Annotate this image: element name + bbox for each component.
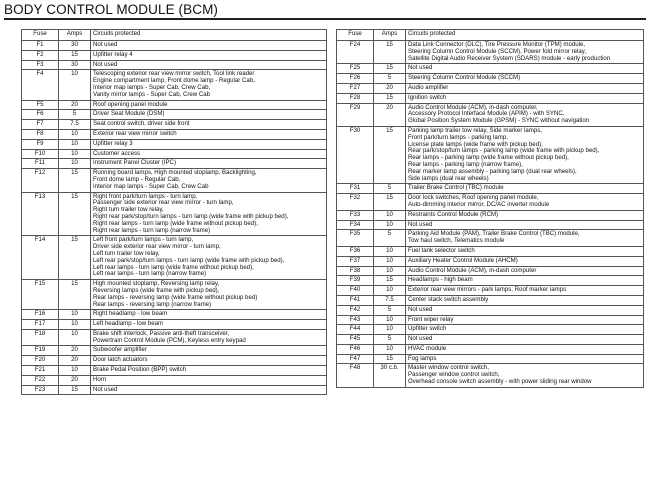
fuse-amps: 15	[59, 192, 91, 236]
fuse-amps: 10	[59, 366, 91, 376]
table-row	[337, 93, 644, 103]
circuit-line: Left front park/turn lamps - turn lamp,	[93, 236, 194, 244]
table-row	[22, 346, 327, 356]
table-row	[22, 280, 327, 310]
fuse-number: F36	[337, 246, 374, 256]
table-row	[337, 335, 644, 345]
circuit-line: Exterior rear view mirrors - park lamps, Roof marker lamps	[408, 286, 567, 294]
fuse-number: F40	[337, 286, 374, 296]
circuits-protected	[91, 385, 327, 395]
fuse-number: F37	[337, 256, 374, 266]
circuits-protected	[406, 335, 644, 345]
fuse-number: F8	[22, 129, 59, 139]
circuits-protected	[406, 41, 644, 64]
circuit-line: Ignition switch	[408, 93, 447, 101]
circuits-protected	[406, 256, 644, 266]
circuit-line: Driver Seat Module (DSM)	[93, 110, 165, 118]
fuse-number: F11	[22, 159, 59, 169]
table-header-row	[337, 30, 644, 41]
fuse-amps: 5	[374, 74, 406, 84]
circuit-line: Not used	[93, 60, 118, 68]
circuit-line: Running board lamps, High mounted stoplamp, Backlighting,	[93, 169, 257, 177]
circuit-line: Not used	[408, 305, 433, 313]
table-row	[22, 356, 327, 366]
circuits-protected	[406, 286, 644, 296]
circuits-protected	[406, 315, 644, 325]
circuit-line: Door lock switches, Roof opening panel module,	[408, 194, 539, 202]
circuits-protected	[91, 366, 327, 376]
circuits-protected	[91, 139, 327, 149]
circuit-line: Accessory Protocol Interface Module (APIM) - with SYNC,	[408, 110, 565, 118]
circuits-protected	[91, 70, 327, 100]
circuit-line: Auxiliary Heater Control Module (AHCM)	[408, 256, 518, 264]
circuits-protected	[406, 74, 644, 84]
circuit-line: Parking Aid Module (PAM), Trailer Brake Control (TBC) module,	[408, 230, 580, 238]
circuit-line: Horn	[93, 375, 107, 383]
circuits-protected	[406, 126, 644, 183]
table-row	[337, 230, 644, 247]
table-row	[337, 220, 644, 230]
circuit-line: Rear park/stop/turn lamps - parking lamp (wide frame with pickup bed),	[408, 147, 600, 155]
circuit-line: Vanity mirror lamps - Super Cab, Crew Cab	[93, 90, 211, 98]
fuse-number: F25	[337, 64, 374, 74]
fuse-table-right	[336, 29, 644, 388]
fuse-table-left	[21, 29, 327, 395]
fuse-amps: 20	[374, 83, 406, 93]
circuit-line: License plate lamps (wide frame with pickup bed),	[408, 140, 543, 148]
circuit-line: Rear lamps - parking lamp (wide frame without pickup bed),	[408, 154, 569, 162]
circuit-line: Upfitter switch	[408, 325, 447, 333]
circuit-line: Trailer Brake Control (TBC) module	[408, 184, 504, 192]
table-row	[337, 103, 644, 126]
table-row	[337, 276, 644, 286]
table-row	[22, 149, 327, 159]
circuit-line: Rear lamps - reversing lamp (wide frame without pickup bed)	[93, 293, 258, 301]
table-row	[22, 169, 327, 192]
circuits-protected	[91, 236, 327, 280]
circuits-protected	[406, 64, 644, 74]
circuits-protected	[406, 210, 644, 220]
table-row	[337, 364, 644, 387]
fuse-amps: 10	[374, 315, 406, 325]
fuse-amps: 10	[374, 246, 406, 256]
circuit-line: Passenger side exterior rear view mirror - turn lamp,	[93, 199, 234, 207]
title-divider	[4, 18, 646, 20]
circuits-protected	[91, 192, 327, 236]
fuse-amps: 15	[374, 126, 406, 183]
circuits-protected	[91, 120, 327, 130]
circuit-line: Passenger window control switch,	[408, 371, 500, 379]
table-row	[337, 344, 644, 354]
fuse-amps: 15	[374, 354, 406, 364]
fuse-amps: 15	[59, 50, 91, 60]
fuse-number: F41	[337, 295, 374, 305]
table-row	[22, 192, 327, 236]
fuse-amps: 20	[59, 356, 91, 366]
table-row	[337, 315, 644, 325]
table-row	[22, 385, 327, 395]
circuit-line: Powertrain Control Module (PCM), Keyless entry keypad	[93, 336, 246, 344]
circuits-protected	[91, 41, 327, 51]
circuit-line: Fog lamps	[408, 354, 437, 362]
circuits-protected	[406, 295, 644, 305]
header-circuits: Circuits protected	[91, 30, 327, 41]
circuit-line: Right headlamp - low beam	[93, 310, 168, 318]
fuse-number: F27	[337, 83, 374, 93]
table-row	[337, 354, 644, 364]
fuse-number: F4	[22, 70, 59, 100]
fuse-amps: 30	[59, 60, 91, 70]
table-row	[22, 41, 327, 51]
fuse-number: F48	[337, 364, 374, 387]
circuits-protected	[91, 310, 327, 320]
circuit-line: Side lamps (dual rear wheels)	[408, 174, 489, 182]
circuit-line: Telescoping exterior rear view mirror switch, Tool link reader	[93, 70, 255, 78]
fuse-number: F24	[337, 41, 374, 64]
circuits-protected	[91, 356, 327, 366]
circuit-line: Not used	[408, 335, 433, 343]
fuse-number: F29	[337, 103, 374, 126]
fuse-amps: 10	[59, 320, 91, 330]
table-row	[337, 74, 644, 84]
fuse-amps: 10	[59, 159, 91, 169]
circuit-line: Interior map lamps - Super Cab, Crew Cab,	[93, 83, 211, 91]
fuse-amps: 10	[374, 210, 406, 220]
circuit-line: Roof opening panel module	[93, 100, 168, 108]
circuit-line: Tow haul switch, Telematics module	[408, 237, 505, 245]
circuits-protected	[91, 149, 327, 159]
fuse-number: F7	[22, 120, 59, 130]
fuse-number: F9	[22, 139, 59, 149]
header-circuits: Circuits protected	[406, 30, 644, 41]
circuit-line: Left turn trailer tow relay,	[93, 249, 160, 257]
fuse-amps: 10	[59, 129, 91, 139]
circuit-line: Overhead console switch assembly - with power sliding rear window	[408, 378, 592, 386]
fuse-amps: 15	[374, 93, 406, 103]
circuit-line: Not used	[408, 64, 433, 72]
circuit-line: Seat control switch, driver side front	[93, 120, 190, 128]
fuse-amps: 10	[59, 70, 91, 100]
header-amps: Amps	[59, 30, 91, 41]
table-row	[22, 375, 327, 385]
fuse-number: F19	[22, 346, 59, 356]
circuit-line: Auto-dimming interior mirror, DC/AC inverter module	[408, 200, 550, 208]
fuse-amps: 10	[374, 325, 406, 335]
circuits-protected	[91, 346, 327, 356]
table-row	[22, 139, 327, 149]
fuse-amps: 20	[374, 103, 406, 126]
circuits-protected	[406, 184, 644, 194]
fuse-amps: 20	[59, 375, 91, 385]
fuse-amps: 10	[59, 329, 91, 346]
table-row	[337, 325, 644, 335]
circuits-protected	[406, 194, 644, 211]
circuit-line: Exterior rear view mirror switch	[93, 129, 177, 137]
fuse-number: F30	[337, 126, 374, 183]
circuits-protected	[91, 129, 327, 139]
circuit-line: Audio Control Module (ACM), in-dash computer	[408, 266, 537, 274]
fuse-amps: 7.5	[59, 120, 91, 130]
circuit-line: Engine compartment lamp, Front dome lamp - Regular Cab,	[93, 77, 255, 85]
circuit-line: Right front park/turn lamps - turn lamp,	[93, 192, 198, 200]
circuit-line: Front park/turn lamps - parking lamp,	[408, 133, 508, 141]
circuits-protected	[406, 83, 644, 93]
table-row	[22, 329, 327, 346]
fuse-amps: 7.5	[374, 295, 406, 305]
fuse-number: F22	[22, 375, 59, 385]
circuits-protected	[91, 169, 327, 192]
circuit-line: Satellite Digital Audio Receiver System (SDARS) module - early production	[408, 54, 611, 62]
fuse-amps: 30	[59, 41, 91, 51]
circuits-protected	[91, 110, 327, 120]
fuse-number: F20	[22, 356, 59, 366]
table-row	[337, 194, 644, 211]
fuse-number: F38	[337, 266, 374, 276]
fuse-amps: 10	[374, 344, 406, 354]
fuse-amps: 30 c.b.	[374, 364, 406, 387]
fuse-number: F35	[337, 230, 374, 247]
fuse-number: F47	[337, 354, 374, 364]
header-fuse: Fuse	[337, 30, 374, 41]
circuit-line: Left rear lamps - turn lamp (narrow frame)	[93, 270, 207, 278]
page-title: BODY CONTROL MODULE (BCM)	[4, 2, 219, 17]
fuse-number: F17	[22, 320, 59, 330]
table-row	[22, 120, 327, 130]
fuse-number: F44	[337, 325, 374, 335]
circuit-line: High mounted stoplamp, Reversing lamp relay,	[93, 280, 220, 288]
fuse-number: F39	[337, 276, 374, 286]
circuit-line: Door latch actuators	[93, 356, 148, 364]
fuse-number: F26	[337, 74, 374, 84]
circuit-line: Customer access	[93, 149, 141, 157]
circuit-line: Headlamps - high beam	[408, 276, 473, 284]
circuit-line: HVAC module	[408, 344, 447, 352]
table-row	[337, 210, 644, 220]
fuse-amps: 15	[59, 236, 91, 280]
circuit-line: Left rear lamps - turn lamp (wide frame without pickup bed),	[93, 263, 254, 271]
table-row	[337, 126, 644, 183]
circuit-line: Audio amplifier	[408, 83, 449, 91]
circuits-protected	[406, 305, 644, 315]
circuit-line: Right rear lamps - turn lamp (wide frame without pickup bed),	[93, 219, 258, 227]
table-row	[22, 50, 327, 60]
fuse-amps: 10	[374, 286, 406, 296]
circuits-protected	[91, 320, 327, 330]
table-row	[22, 310, 327, 320]
table-row	[22, 60, 327, 70]
fuse-number: F33	[337, 210, 374, 220]
fuse-number: F1	[22, 41, 59, 51]
circuit-line: Interior map lamps - Super Cab, Crew Cab	[93, 182, 209, 190]
fuse-amps: 10	[59, 310, 91, 320]
circuit-line: Restraints Control Module (RCM)	[408, 210, 499, 218]
fuse-number: F14	[22, 236, 59, 280]
table-row	[337, 64, 644, 74]
table-row	[337, 295, 644, 305]
circuit-line: Master window control switch,	[408, 364, 489, 372]
fuse-number: F46	[337, 344, 374, 354]
circuits-protected	[406, 103, 644, 126]
fuse-amps: 10	[374, 266, 406, 276]
fuse-amps: 20	[59, 100, 91, 110]
circuit-line: Front dome lamp - Regular Cab,	[93, 175, 181, 183]
table-row	[22, 70, 327, 100]
fuse-number: F13	[22, 192, 59, 236]
table-row	[337, 305, 644, 315]
circuit-line: Driver side exterior rear view mirror - turn lamp,	[93, 243, 221, 251]
circuit-line: Parking lamp trailer tow relay, Side marker lamps,	[408, 126, 542, 134]
fuse-amps: 15	[374, 41, 406, 64]
circuit-line: Rear marker lamp assembly - parking lamp (dual rear wheels),	[408, 167, 577, 175]
table-row	[22, 366, 327, 376]
fuse-number: F45	[337, 335, 374, 345]
circuits-protected	[406, 344, 644, 354]
table-row	[22, 159, 327, 169]
fuse-amps: 5	[374, 184, 406, 194]
fuse-amps: 10	[59, 139, 91, 149]
fuse-number: F42	[337, 305, 374, 315]
circuits-protected	[91, 375, 327, 385]
circuits-protected	[91, 60, 327, 70]
circuits-protected	[406, 364, 644, 387]
table-row	[337, 246, 644, 256]
circuits-protected	[91, 100, 327, 110]
fuse-number: F31	[337, 184, 374, 194]
fuse-number: F10	[22, 149, 59, 159]
fuse-number: F6	[22, 110, 59, 120]
table-header-row	[22, 30, 327, 41]
circuit-line: Right rear lamps - turn lamp (narrow frame)	[93, 226, 211, 234]
table-row	[337, 286, 644, 296]
fuse-amps: 5	[374, 335, 406, 345]
circuit-line: Right rear park/stop/turn lamps - turn lamp (wide frame with pickup bed),	[93, 212, 289, 220]
circuit-line: Left headlamp - low beam	[93, 320, 164, 328]
fuse-amps: 10	[59, 149, 91, 159]
circuit-line: Upfitter relay 4	[93, 50, 133, 58]
table-row	[337, 266, 644, 276]
circuits-protected	[406, 325, 644, 335]
circuit-line: Fuel tank selector switch	[408, 246, 475, 254]
circuits-protected	[406, 220, 644, 230]
circuit-line: Steering Column Control Module (SCCM), Power fold mirror relay,	[408, 47, 587, 55]
fuse-number: F21	[22, 366, 59, 376]
circuits-protected	[91, 159, 327, 169]
circuits-protected	[406, 246, 644, 256]
fuse-amps: 5	[59, 110, 91, 120]
fuse-table-left-body	[22, 41, 327, 395]
circuit-line: Left rear park/stop/turn lamps - turn lamp (wide frame with pickup bed),	[93, 256, 285, 264]
circuits-protected	[406, 354, 644, 364]
table-row	[337, 256, 644, 266]
fuse-amps: 15	[374, 64, 406, 74]
circuit-line: Rear lamps - reversing lamp (narrow frame)	[93, 300, 212, 308]
circuit-line: Front wiper relay	[408, 315, 454, 323]
fuse-amps: 20	[59, 346, 91, 356]
fuse-amps: 15	[59, 280, 91, 310]
fuse-number: F23	[22, 385, 59, 395]
circuit-line: Global Position System Module (GPSM) - SYNC without navigation	[408, 117, 590, 125]
fuse-number: F16	[22, 310, 59, 320]
fuse-number: F18	[22, 329, 59, 346]
circuit-line: Instrument Panel Cluster (IPC)	[93, 159, 176, 167]
circuits-protected	[91, 50, 327, 60]
table-row	[337, 184, 644, 194]
circuit-line: Rear lamps - parking lamp (narrow frame),	[408, 160, 523, 168]
circuit-line: Steering Column Control Module (SCCM)	[408, 74, 521, 82]
table-row	[22, 320, 327, 330]
fuse-table-right-body	[337, 41, 644, 388]
fuse-number: F12	[22, 169, 59, 192]
table-row	[22, 110, 327, 120]
circuit-line: Not used	[93, 385, 118, 393]
fuse-amps: 5	[374, 230, 406, 247]
fuse-number: F3	[22, 60, 59, 70]
circuit-line: Data Link Connector (DLC), Tire Pressure Monitor (TPM) module,	[408, 41, 586, 48]
circuit-line: Right turn trailer tow relay,	[93, 206, 164, 214]
fuse-number: F15	[22, 280, 59, 310]
circuits-protected	[406, 266, 644, 276]
circuit-line: Audio Control Module (ACM), in-dash computer,	[408, 103, 538, 111]
fuse-amps: 15	[59, 385, 91, 395]
fuse-amps: 15	[59, 169, 91, 192]
fuse-amps: 10	[374, 220, 406, 230]
circuit-line: Subwoofer amplifier	[93, 346, 147, 354]
fuse-number: F28	[337, 93, 374, 103]
circuit-line: Brake Pedal Position (BPP) switch	[93, 366, 187, 374]
circuit-line: Not used	[408, 220, 433, 228]
header-amps: Amps	[374, 30, 406, 41]
table-row	[22, 100, 327, 110]
fuse-number: F5	[22, 100, 59, 110]
circuits-protected	[91, 329, 327, 346]
circuit-line: Upfitter relay 3	[93, 139, 133, 147]
circuits-protected	[406, 276, 644, 286]
header-fuse: Fuse	[22, 30, 59, 41]
fuse-amps: 10	[374, 256, 406, 266]
fuse-number: F34	[337, 220, 374, 230]
fuse-amps: 5	[374, 305, 406, 315]
circuit-line: Reversing lamps (wide frame with pickup bed),	[93, 286, 220, 294]
circuits-protected	[406, 93, 644, 103]
fuse-amps: 15	[374, 276, 406, 286]
fuse-amps: 15	[374, 194, 406, 211]
circuit-line: Not used	[93, 41, 118, 48]
table-row	[337, 83, 644, 93]
fuse-number: F2	[22, 50, 59, 60]
table-row	[22, 236, 327, 280]
circuit-line: Center stack switch assembly	[408, 295, 489, 303]
fuse-number: F32	[337, 194, 374, 211]
circuit-line: Brake shift interlock, Passive anti-theft transceiver,	[93, 329, 230, 337]
table-row	[337, 41, 644, 64]
fuse-number: F43	[337, 315, 374, 325]
circuits-protected	[91, 280, 327, 310]
table-row	[22, 129, 327, 139]
circuits-protected	[406, 230, 644, 247]
